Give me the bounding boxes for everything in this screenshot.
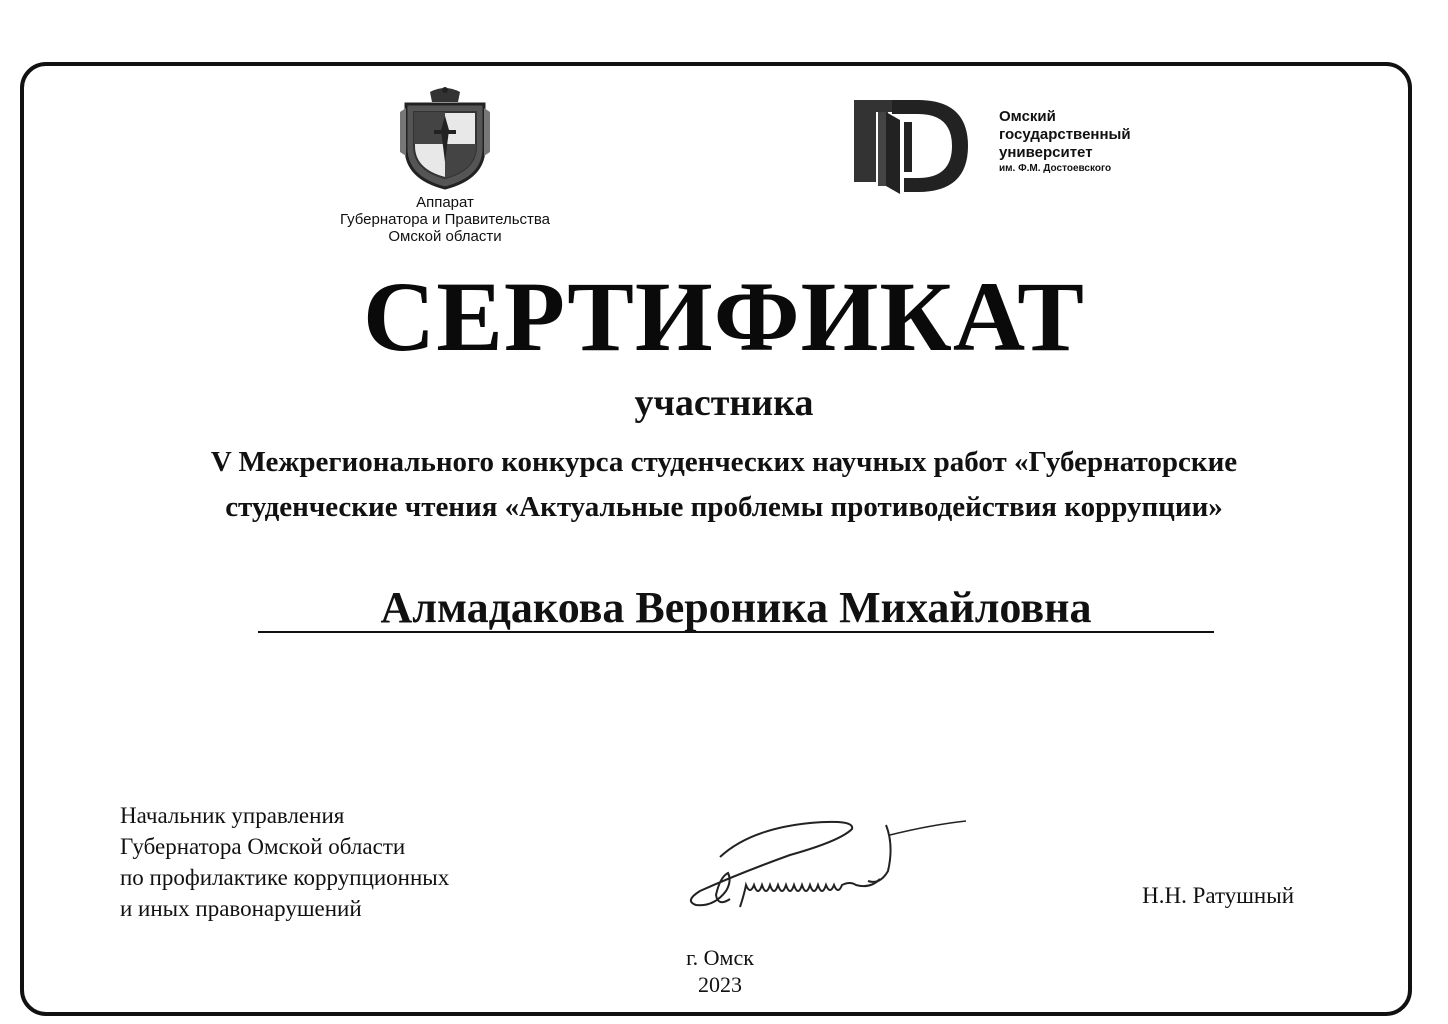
recipient-name: Алмадакова Вероника Михайловна bbox=[380, 583, 1092, 632]
gov-caption-line: Омской области bbox=[388, 228, 502, 245]
place-and-year bbox=[620, 944, 820, 998]
position-line: и иных правонарушений bbox=[120, 896, 362, 921]
city: г. Омск bbox=[686, 945, 754, 970]
university-header bbox=[852, 98, 1192, 198]
certificate-subtitle: участника bbox=[634, 382, 814, 424]
university-name bbox=[999, 108, 1131, 176]
position-line: Губернатора Омской области bbox=[120, 834, 406, 859]
year: 2023 bbox=[698, 972, 742, 997]
signer-position bbox=[120, 800, 560, 924]
omgu-university-logo-icon bbox=[852, 98, 972, 198]
certificate-title: СЕРТИФИКАТ bbox=[362, 261, 1085, 372]
univ-line: государственный bbox=[999, 126, 1131, 143]
recipient-underline bbox=[258, 631, 1214, 633]
gov-caption-line: Аппарат bbox=[416, 194, 474, 211]
univ-line: им. Ф.М. Достоевского bbox=[999, 163, 1112, 174]
univ-line: Омский bbox=[999, 108, 1056, 125]
position-line: Начальник управления bbox=[120, 803, 345, 828]
signer-name: Н.Н. Ратушный bbox=[1142, 883, 1294, 908]
government-caption bbox=[300, 194, 590, 245]
contest-line: V Межрегионального конкурса студенческих научных работ «Губернаторские bbox=[210, 446, 1238, 478]
omsk-region-coat-of-arms-icon bbox=[400, 86, 490, 192]
handwritten-signature-icon bbox=[680, 815, 970, 915]
contest-description bbox=[110, 440, 1338, 530]
gov-caption-line: Губернатора и Правительства bbox=[339, 211, 551, 228]
position-line: по профилактике коррупционных bbox=[120, 865, 450, 890]
government-header bbox=[300, 86, 590, 245]
univ-line: университет bbox=[999, 144, 1093, 161]
contest-line: студенческие чтения «Актуальные проблемы противодействия коррупции» bbox=[225, 491, 1223, 523]
